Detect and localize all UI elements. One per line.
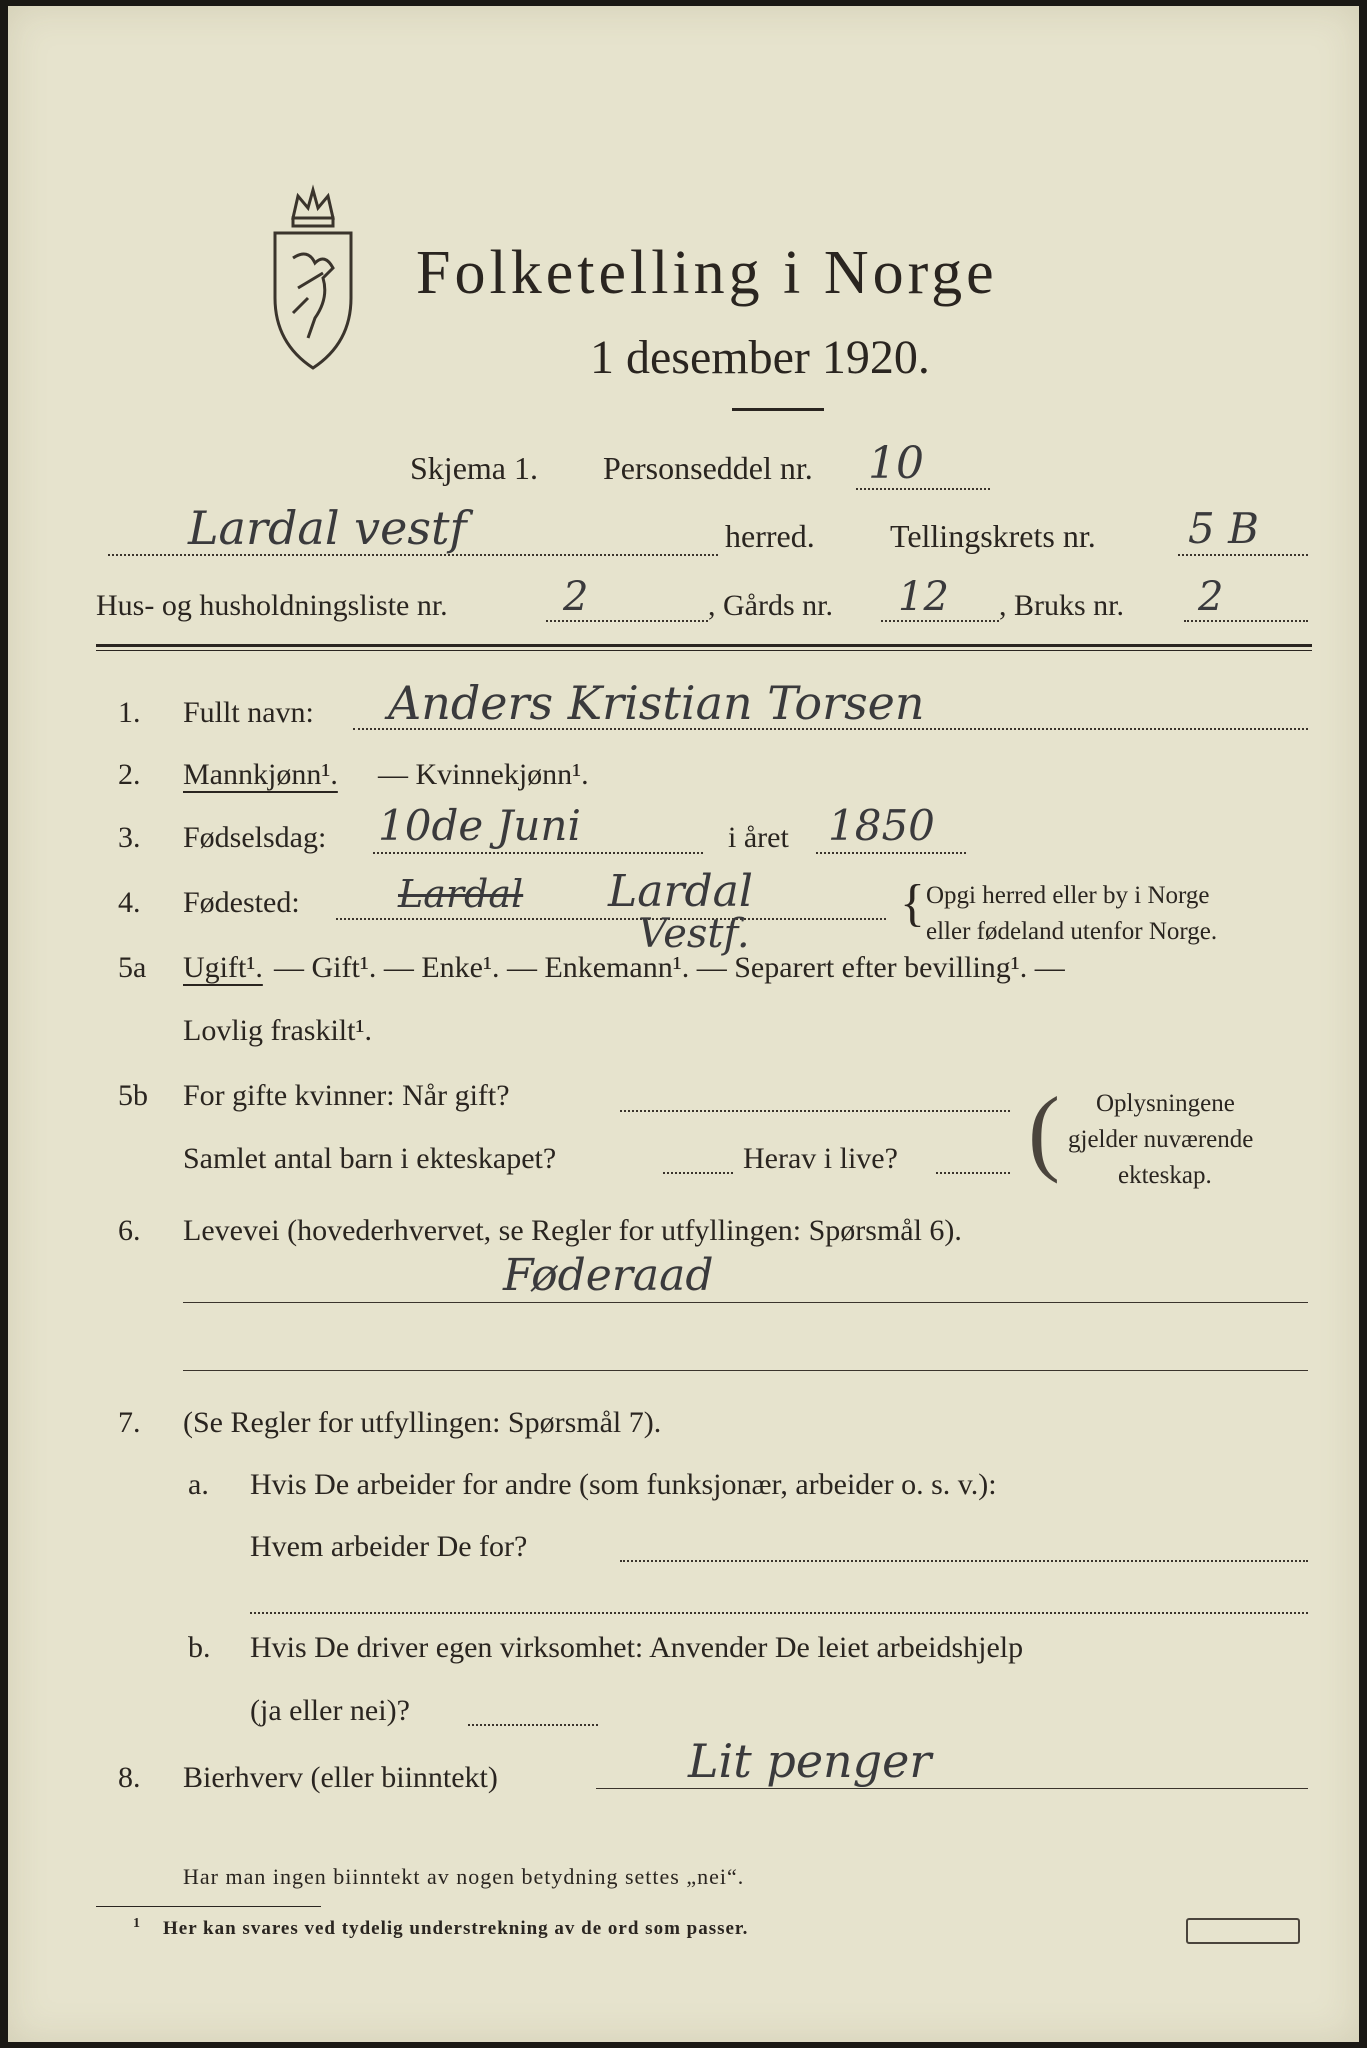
q1-full-name[interactable]: Anders Kristian Torsen xyxy=(388,676,925,730)
q4-struck-entry: Lardal xyxy=(398,872,524,916)
page-title: Folketelling i Norge xyxy=(416,239,998,307)
q5b-label: For gifte kvinner: Når gift? xyxy=(183,1079,510,1112)
q1-label: Fullt navn: xyxy=(183,696,314,729)
husliste-label: Hus- og husholdningsliste nr. xyxy=(96,589,448,622)
q5b-alive-field-line xyxy=(936,1172,1010,1174)
printer-stamp xyxy=(1186,1918,1300,1944)
norway-coat-of-arms-icon xyxy=(253,178,373,378)
q5a-number: 5a xyxy=(118,951,147,984)
q4-note-line2: eller fødeland utenfor Norge. xyxy=(926,918,1218,945)
footnote-divider xyxy=(96,1906,321,1907)
q1-number: 1. xyxy=(118,696,141,729)
q5a-ugift-option[interactable]: Ugift¹. xyxy=(183,951,263,984)
q3-year-label: i året xyxy=(728,821,789,854)
income-note: Har man ingen biinntekt av nogen betydning settes „nei“. xyxy=(183,1864,745,1889)
q7a-label: Hvis De arbeider for andre (som funksjonær, arbeider o. s. v.): xyxy=(250,1468,997,1501)
husliste-value[interactable]: 2 xyxy=(563,574,589,620)
footnote-text: Her kan svares ved tydelig understrekning av de ord som passer. xyxy=(163,1918,749,1939)
q7a-employer-label: Hvem arbeider De for? xyxy=(250,1530,528,1563)
herred-label: herred. xyxy=(725,518,815,554)
census-form-page xyxy=(8,6,1359,2042)
q6-field-line-2 xyxy=(183,1370,1308,1371)
gards-field-line xyxy=(881,620,999,622)
q6-label: Levevei (hovederhvervet, se Regler for utfyllingen: Spørsmål 6). xyxy=(183,1214,962,1247)
q4-label: Fødested: xyxy=(183,886,300,919)
q3-number: 3. xyxy=(118,821,141,854)
header-double-rule-bottom xyxy=(96,650,1312,651)
q7a-employer-field-line-2 xyxy=(250,1612,1308,1614)
bruks-label: , Bruks nr. xyxy=(999,589,1125,622)
footnote-mark: 1 xyxy=(133,1916,141,1931)
q5b-number: 5b xyxy=(118,1079,148,1112)
header-double-rule-top xyxy=(96,644,1312,647)
herred-value[interactable]: Lardal vestf xyxy=(188,501,467,555)
q4-note-brace: { xyxy=(900,875,925,932)
schema-label: Skjema 1. xyxy=(410,450,538,486)
husliste-field-line xyxy=(546,620,708,622)
gards-label: , Gårds nr. xyxy=(708,589,833,622)
q6-field-line-1 xyxy=(183,1302,1308,1303)
q4-birthplace[interactable]: Lardal xyxy=(608,866,753,917)
q8-side-income[interactable]: Lit penger xyxy=(688,1734,932,1788)
q6-occupation[interactable]: Føderaad xyxy=(503,1250,714,1301)
q7b-letter: b. xyxy=(188,1631,211,1664)
q5b-children-field-line xyxy=(663,1172,733,1174)
tellingskrets-value[interactable]: 5 B xyxy=(1188,504,1259,553)
q4-number: 4. xyxy=(118,886,141,919)
q5b-alive-label: Herav i live? xyxy=(743,1142,898,1175)
tellingskrets-field-line xyxy=(1178,554,1308,556)
q4-note-line1: Opgi herred eller by i Norge xyxy=(926,882,1210,909)
personseddel-label: Personseddel nr. xyxy=(603,450,813,486)
q5b-note-line2: gjelder nuværende xyxy=(1068,1126,1254,1153)
q2-male-option[interactable]: Mannkjønn¹. xyxy=(183,758,338,791)
personseddel-value[interactable]: 10 xyxy=(868,438,924,489)
q5b-note-line3: ekteskap. xyxy=(1118,1162,1212,1189)
q5b-children-label: Samlet antal barn i ekteskapet? xyxy=(183,1142,557,1175)
q7-number: 7. xyxy=(118,1406,141,1439)
q5b-note-line1: Oplysningene xyxy=(1096,1090,1235,1117)
q3-label: Fødselsdag: xyxy=(183,821,327,854)
q3-birth-date[interactable]: 10de Juni xyxy=(378,801,581,850)
bruks-value[interactable]: 2 xyxy=(1198,574,1224,620)
tellingskrets-label: Tellingskrets nr. xyxy=(890,518,1096,554)
q8-field-line xyxy=(596,1788,1308,1789)
q7-label: (Se Regler for utfyllingen: Spørsmål 7). xyxy=(183,1406,662,1439)
q3-birth-year[interactable]: 1850 xyxy=(828,801,935,850)
q7a-employer-field-line xyxy=(620,1560,1308,1562)
q3-field-line xyxy=(373,852,703,854)
q3-year-field-line xyxy=(816,852,966,854)
q7b-yes-no-label: (ja eller nei)? xyxy=(250,1694,410,1727)
q5a-other-options[interactable]: — Gift¹. — Enke¹. — Enkemann¹. — Separert efter bevilling¹. — xyxy=(274,951,1065,984)
q7b-field-line xyxy=(468,1724,598,1726)
q5a-line2[interactable]: Lovlig fraskilt¹. xyxy=(183,1014,372,1047)
q7b-label: Hvis De driver egen virksomhet: Anvender De leiet arbeidshjelp xyxy=(250,1631,1024,1664)
q2-number: 2. xyxy=(118,758,141,791)
census-date: 1 desember 1920. xyxy=(590,331,930,384)
gards-value[interactable]: 12 xyxy=(898,574,949,620)
q7a-letter: a. xyxy=(188,1468,209,1501)
q5b-married-field-line xyxy=(620,1110,1010,1112)
q5b-note-brace: ( xyxy=(1028,1077,1060,1184)
title-divider xyxy=(732,408,824,411)
q6-number: 6. xyxy=(118,1214,141,1247)
q4-field-line xyxy=(336,918,886,920)
bruks-field-line xyxy=(1184,620,1308,622)
q4-birthplace-line2[interactable]: Vestf. xyxy=(638,911,750,957)
q2-female-option[interactable]: — Kvinnekjønn¹. xyxy=(378,758,589,791)
q8-number: 8. xyxy=(118,1761,141,1794)
q8-label: Bierhverv (eller biinntekt) xyxy=(183,1761,498,1794)
